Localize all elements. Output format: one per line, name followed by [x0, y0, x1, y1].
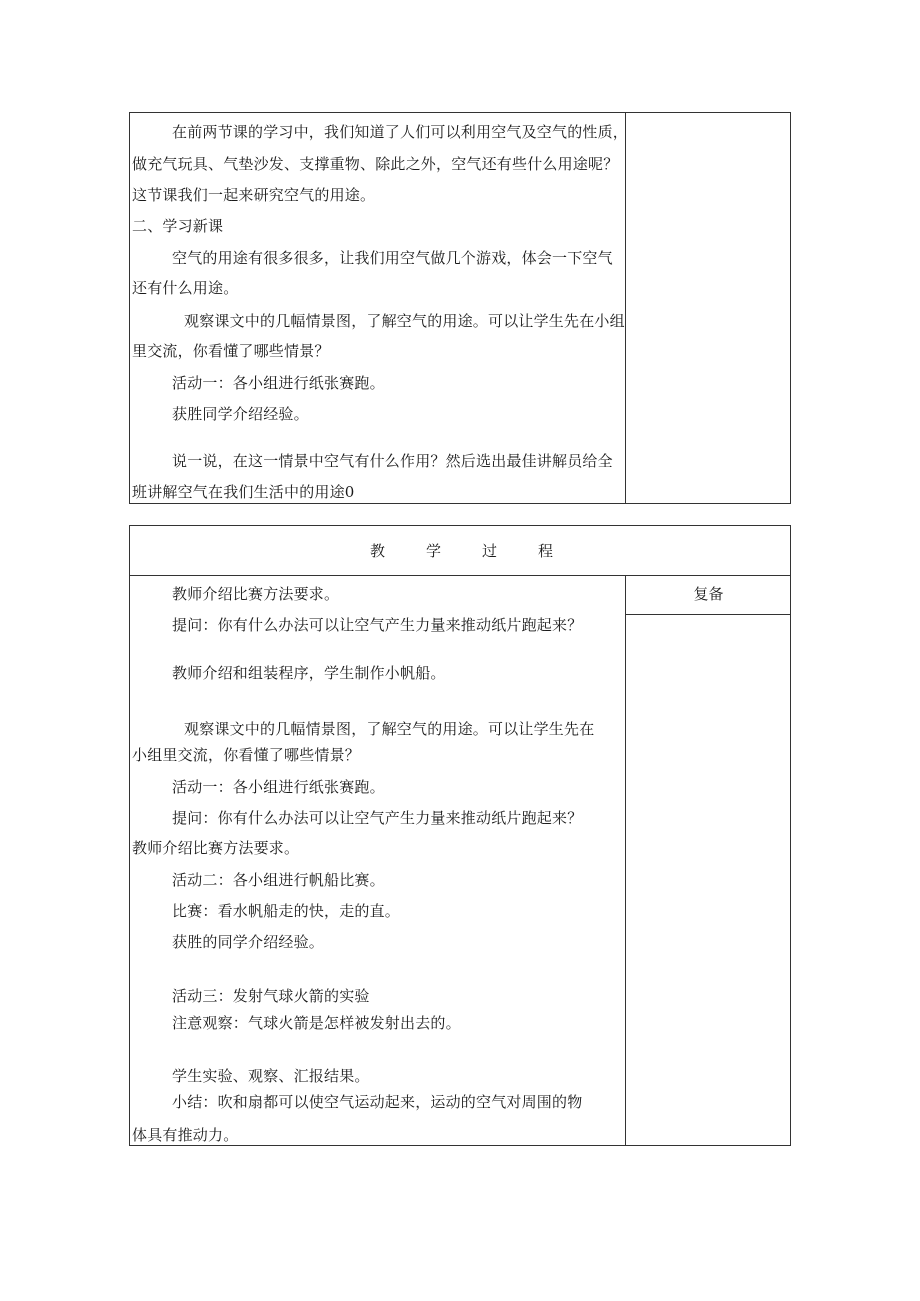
header-char-guo: 过	[482, 542, 498, 560]
review-label: 复备	[693, 585, 724, 603]
text-line: 说一说，在这一情景中空气有什么作用？然后选出最佳讲解员给全	[172, 452, 613, 470]
text-line: 获胜的同学介绍经验。	[172, 933, 325, 951]
lesson-table-process	[129, 525, 791, 1146]
text-line: 活动二：各小组进行帆船比赛。	[172, 871, 385, 889]
text-line: 活动三：发射气球火箭的实验	[172, 987, 370, 1005]
section-heading: 二、学习新课	[132, 217, 224, 235]
text-line: 这节课我们一起来研究空气的用途。	[132, 186, 376, 204]
text-line: 教师介绍比赛方法要求。	[132, 839, 300, 857]
text-line: 班讲解空气在我们生活中的用途0	[132, 483, 355, 501]
text-line: 还有什么用途。	[132, 279, 239, 297]
text-line: 教师介绍比赛方法要求。	[172, 585, 340, 603]
text-line: 活动一：各小组进行纸张赛跑。	[172, 778, 385, 796]
text-line: 小组里交流，你看懂了哪些情景？	[132, 746, 361, 764]
text-line: 在前两节课的学习中，我们知道了人们可以利用空气及空气的性质，	[172, 123, 629, 141]
text-line: 观察课文中的几幅情景图，了解空气的用途。可以让学生先在	[184, 720, 595, 738]
lesson-table-top	[129, 112, 791, 504]
text-line: 提问：你有什么办法可以让空气产生力量来推动纸片跑起来？	[172, 616, 583, 634]
column-divider	[625, 575, 626, 1145]
text-line: 观察课文中的几幅情景图，了解空气的用途。可以让学生先在小组	[184, 312, 625, 330]
side-header-divider	[625, 614, 790, 615]
header-divider	[130, 575, 790, 576]
text-line: 空气的用途有很多很多，让我们用空气做几个游戏，体会一下空气	[172, 249, 613, 267]
text-line: 做充气玩具、气垫沙发、支撑重物、除此之外，空气还有些什么用途呢？	[132, 155, 619, 173]
text-line: 小结：吹和扇都可以使空气运动起来，运动的空气对周围的物	[172, 1093, 583, 1111]
header-char-cheng: 程	[538, 542, 554, 560]
text-line: 获胜同学介绍经验。	[172, 405, 309, 423]
column-divider	[625, 113, 626, 503]
text-line: 教师介绍和组装程序，学生制作小帆船。	[172, 664, 446, 682]
header-char-xue: 学	[426, 542, 442, 560]
text-line: 注意观察：气球火箭是怎样被发射出去的。	[172, 1014, 461, 1032]
text-line: 体具有推动力。	[132, 1126, 239, 1144]
text-line: 活动一：各小组进行纸张赛跑。	[172, 374, 385, 392]
header-char-jiao: 教	[370, 542, 386, 560]
text-line: 里交流，你看懂了哪些情景？	[132, 342, 330, 360]
text-line: 比赛：看水帆船走的快，走的直。	[172, 902, 401, 920]
text-line: 学生实验、观察、汇报结果。	[172, 1067, 370, 1085]
text-line: 提问：你有什么办法可以让空气产生力量来推动纸片跑起来？	[172, 809, 583, 827]
